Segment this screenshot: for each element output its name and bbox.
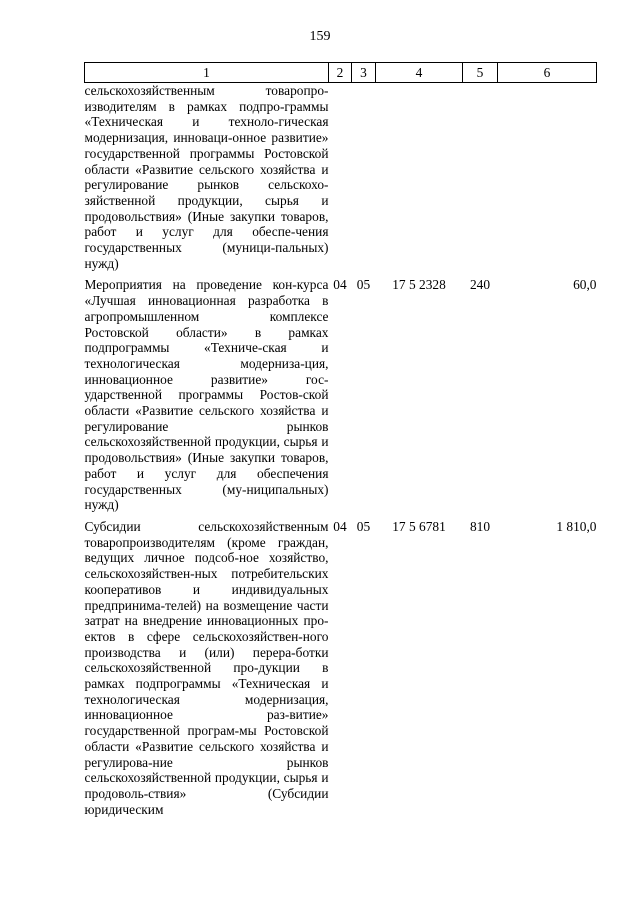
- budget-table: [84, 62, 597, 817]
- header-col-2: 2: [329, 63, 352, 83]
- header-col-5: 5: [463, 63, 498, 83]
- table-row: [85, 271, 597, 513]
- row-description: сельскохозяйственным товаропро-изводителям в рамках подпро-граммы «Техническая и техноло-гическая модернизация, инноваци-онное развитие» государственной программы Ростовской области «Развитие сельского хозяйства и регулирование рынков сельскохо-зяйственной продукции, сырья и продовольствия» (Иные закупки товаров, работ и услуг для обеспе-чения государственных (муници-пальных) нужд): [84, 83, 329, 271]
- table-header-row: [85, 63, 597, 83]
- row-description: Мероприятия на проведение кон-курса «Лучшая инновационная разработка в агропромышленном комплексе Ростовской области» в рамках подпрограммы «Техниче-ская и технологическая модерниза-ция, инновационное развитие» гос-ударственной программы Ростов-ской области «Развитие сельского хозяйства и регулирование рынков сельскохозяйственной продукции, сырья и продовольствия» (Иные закупки товаров, работ и услуг для обеспечения государственных (му-ниципальных) нужд): [84, 277, 329, 513]
- row-description: Субсидии сельскохозяйственным товаропроизводителям (кроме граждан, ведущих личное подсоб-ное хозяйство, сельскохозяйствен-ных потребительских кооперативов и индивидуальных предпринима-телей) на возмещение части затрат на внедрение инновационных про-ектов в сфере сельскохозяйствен-ного производства и (или) перера-ботки сельскохозяйственной про-дукции в рамках подпрограммы «Техническая и технологическая модернизация, инновационное раз-витие» государственной програм-мы Ростовской области «Развитие сельского хозяйства и регулирова-ние рынков сельскохозяйственной продукции, сырья и продоволь-ствия» (Субсидии юридическим: [84, 518, 329, 817]
- row-amount: [498, 83, 597, 272]
- row-section: 04: [333, 277, 347, 293]
- header-col-4: 4: [376, 63, 463, 83]
- table-row: [85, 83, 597, 272]
- row-subsection: [352, 83, 376, 272]
- row-target-article: 17 5 2328: [392, 277, 446, 293]
- header-col-6: 6: [498, 63, 597, 83]
- row-target-article: 17 5 6781: [392, 518, 446, 534]
- header-col-3: 3: [352, 63, 376, 83]
- row-subsection: 05: [356, 277, 371, 293]
- row-amount: 60,0: [573, 277, 597, 293]
- row-section: [329, 83, 352, 272]
- row-expense-type: 810: [469, 518, 491, 534]
- row-target-article: [376, 83, 463, 272]
- row-section: 04: [333, 518, 347, 534]
- header-col-1: 1: [85, 63, 329, 83]
- row-expense-type: [463, 83, 498, 272]
- row-expense-type: 240: [469, 277, 491, 293]
- row-subsection: 05: [356, 518, 371, 534]
- row-amount: 1 810,0: [556, 518, 597, 534]
- page-number: 159: [309, 29, 331, 44]
- table-row: [85, 513, 597, 817]
